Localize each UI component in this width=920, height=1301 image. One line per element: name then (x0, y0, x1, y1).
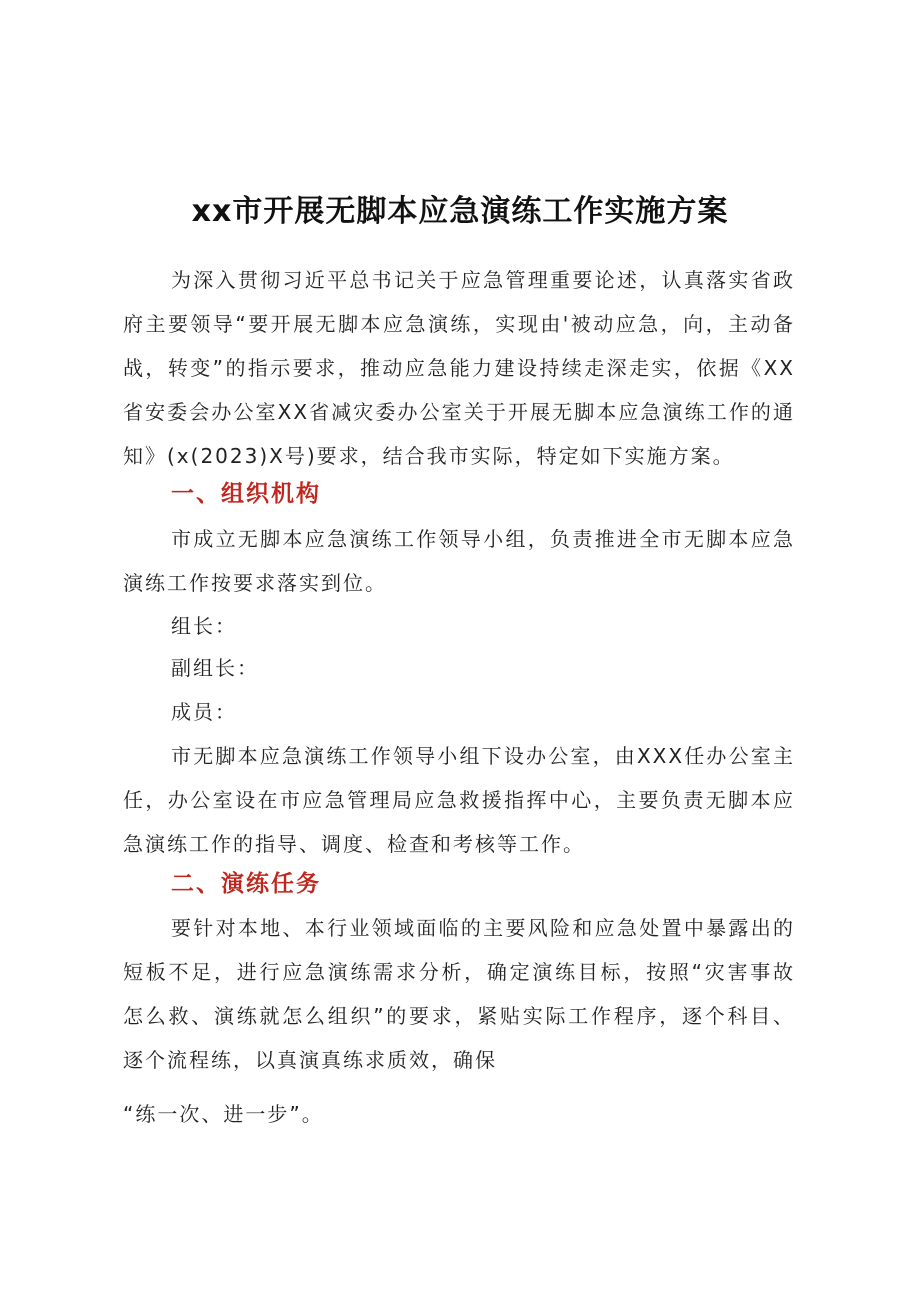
tasks-paragraph: 要针对本地、本行业领域面临的主要风险和应急处置中暴露出的短板不足，进行应急演练需求分析，确定演练目标，按照“灾害事故怎么救、演练就怎么组织”的要求，紧贴实际工作程序，逐个科目、逐个流程练，以真演真练求质效，确保 (123, 916, 795, 1072)
tasks-paragraph-tail: “练一次、进一步”。 (123, 1102, 324, 1126)
document-title: xx市开展无脚本应急演练工作实施方案 (191, 194, 729, 229)
section-heading-tasks: 二、演练任务 (171, 871, 321, 897)
leader-line: 组长： (171, 614, 237, 638)
intro-paragraph: 为深入贯彻习近平总书记关于应急管理重要论述，认真落实省政府主要领导“要开展无脚本应急演练，实现由'被动应急，向，主动备战，转变”的指示要求，推动应急能力建设持续走深走实，依据《XX省安委会办公室XX省减灾委办公室关于开展无脚本应急演练工作的通知》(x(2023)X号)要求，结合我市实际，特定如下实施方案。 (123, 268, 795, 468)
members-line: 成员： (171, 700, 237, 724)
organization-paragraph: 市成立无脚本应急演练工作领导小组，负责推进全市无脚本应急演练工作按要求落实到位。 (123, 527, 795, 595)
deputy-leader-line: 副组长： (171, 656, 259, 680)
office-paragraph: 市无脚本应急演练工作领导小组下设办公室，由XXX任办公室主任，办公室设在市应急管理局应急救援指挥中心，主要负责无脚本应急演练工作的指导、调度、检查和考核等工作。 (123, 744, 795, 856)
section-heading-organization: 一、组织机构 (171, 481, 321, 507)
